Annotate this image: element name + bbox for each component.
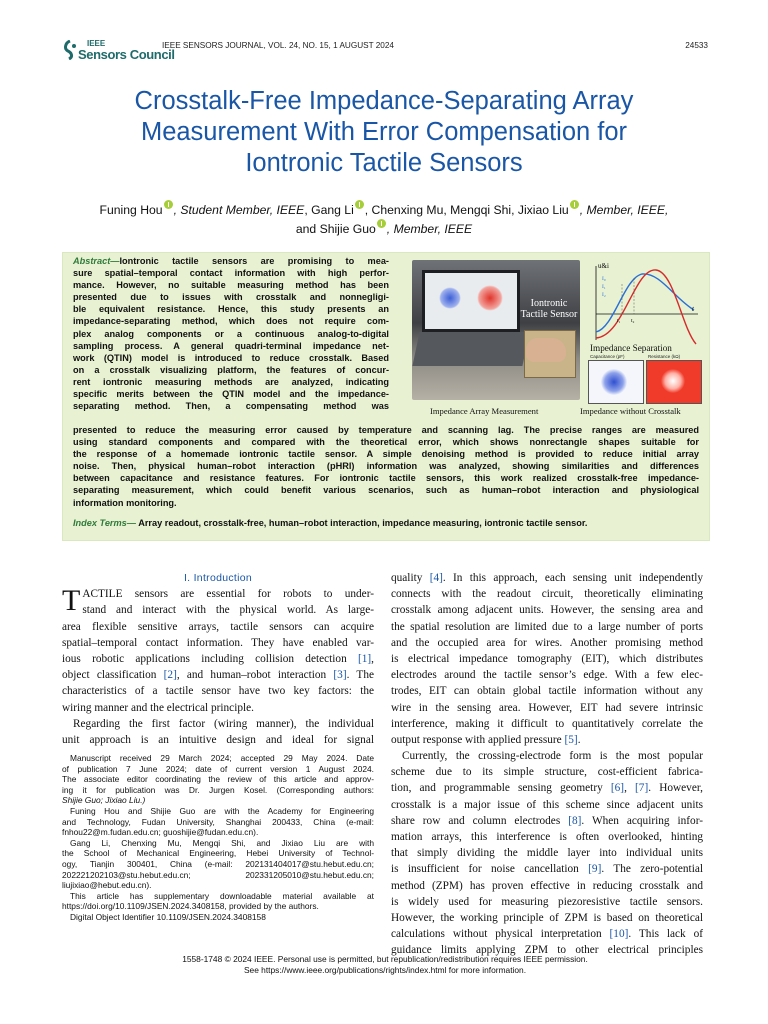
- body-line: Currently, the crossing-electrode form is the most popular: [402, 750, 703, 763]
- capacitance-blob: [439, 287, 461, 309]
- body-line: characteristics of a tactile sensor have two key factors: the: [62, 685, 374, 698]
- graph-i2-label: I₂: [602, 292, 606, 298]
- impedance-separation-graph: [584, 258, 704, 350]
- body-line: ACTILE sensors are essential for robots to under-: [82, 588, 374, 601]
- body-line: Regarding the first factor (wiring manner), the individual: [73, 717, 374, 730]
- body-line: wire in the sensing area. However, EIT had severe intrinsic: [391, 701, 703, 714]
- resistance-blob: [477, 285, 503, 311]
- measurement-setup-photo: [412, 260, 580, 400]
- abstract-line: sure spatial–temporal contact information with high perfor-: [73, 268, 389, 279]
- citation-link[interactable]: [10]: [609, 928, 629, 941]
- resistance-map-blob: [661, 369, 685, 393]
- body-line: mation arrays, this interference is often overlooked, hinting: [391, 831, 703, 843]
- body-line: crosstalk is a major issue of this scheme since adjacent units: [391, 798, 703, 811]
- ieee-sensors-council-logo: [62, 38, 175, 64]
- photo-label-line: Tactile Sensor: [520, 309, 578, 320]
- citation-link[interactable]: [2]: [163, 669, 177, 682]
- author-name: , Chenxing Mu, Mengqi Shi, Jixiao Liu: [364, 203, 569, 217]
- body-line: spatial–temporal contact information. They have enabled var-: [62, 636, 374, 649]
- abstract-text-narrow: [73, 255, 389, 412]
- body-line: crosstalk among adjacent units. However, the sensing area and: [391, 604, 703, 617]
- footnote-line: The associate editor coordinating the review of this article and approv-: [62, 774, 374, 785]
- abstract-line: the response of a homemade iontronic tactile sensor. A simple denoising method is provided to reduce initial array: [73, 449, 699, 460]
- copyright-footer: [62, 954, 708, 976]
- body-line: is widely used for measuring piezoresistive tactile sensors.: [391, 895, 703, 908]
- citation-link[interactable]: [7]: [635, 782, 649, 795]
- footnote-line: This article has supplementary downloadable material available at: [70, 890, 374, 901]
- body-line: stand and interact with the physical world. As large-: [82, 604, 374, 617]
- footnote-line: Manuscript received 29 March 2024; accepted 29 May 2024. Date: [70, 753, 374, 763]
- body-line: calculations without physical interpretation [10]. This lack of: [391, 928, 703, 941]
- abstract-dash: —: [110, 256, 120, 266]
- body-line: guidance limits applying ZPM to other electrical principles: [391, 944, 703, 957]
- left-column: [62, 570, 374, 748]
- index-terms-text: Array readout, crosstalk-free, human–robot interaction, impedance measuring, iontronic tactile sensor.: [135, 518, 588, 528]
- footnote-line: liujixiao@hebut.edu.cn).: [62, 880, 152, 891]
- footnote-line: ing it for publication was Dr. Jurgen Kosel. (Corresponding authors:: [62, 784, 374, 795]
- graphical-abstract-figure: [412, 256, 704, 420]
- figure-caption-right: Impedance without Crosstalk: [580, 406, 681, 416]
- citation-link[interactable]: [3]: [333, 669, 347, 682]
- abstract-line: work (QTIN) model is introduced to reduce crosstalk. Based: [73, 352, 389, 363]
- orcid-icon[interactable]: [377, 219, 386, 228]
- index-terms: [73, 518, 699, 528]
- abstract-line-text: Iontronic tactile sensors are promising to mea-: [119, 256, 389, 266]
- citation-link[interactable]: [9]: [588, 863, 602, 876]
- body-line: interference, making it difficult to quantitatively correlate the: [391, 717, 703, 730]
- author-role: , Student Member, IEEE: [173, 203, 305, 217]
- capacitance-map-blob: [601, 369, 627, 395]
- body-line: method (ZPM) has proven effective in reducing crosstalk and: [391, 879, 703, 892]
- body-line: the spatial resolution are limited due to a large number of ports: [391, 620, 703, 633]
- author-role: , Member, IEEE: [386, 222, 473, 236]
- author-line-2: [60, 219, 708, 238]
- orcid-icon[interactable]: [355, 200, 364, 209]
- body-line: However, the working principle of ZPM is based on theoretical: [391, 911, 703, 924]
- laptop-keyboard: [412, 332, 529, 366]
- abstract-line: presented due to issues with crosstalk and nonnegligi-: [73, 292, 389, 303]
- abstract-line: mance. However, no suitable measuring method has been: [73, 280, 389, 291]
- journal-citation: IEEE SENSORS JOURNAL, VOL. 24, NO. 15, 1 AUGUST 2024: [162, 41, 394, 50]
- graph-y-label: u&i: [598, 262, 609, 270]
- footnote-line: Funing Hou and Shijie Guo are with the Academy for Engineering: [70, 805, 374, 816]
- footer-line[interactable]: See https://www.ieee.org/publications/rights/index.html for more information.: [243, 965, 527, 975]
- abstract-label: Abstract: [73, 256, 111, 266]
- graph-t2-label: t₂: [631, 318, 635, 324]
- page-number: 24533: [685, 41, 708, 50]
- abstract-line: sampling process. A general quadri-terminal impedance net-: [73, 340, 389, 351]
- body-line: tion, and programmable sensing geometry [6], [7]. However,: [391, 782, 703, 795]
- footnote-line: Shijie Guo; Jixiao Liu.): [62, 795, 146, 806]
- figure-caption-left: Impedance Array Measurement: [430, 406, 539, 416]
- body-line: trodes, EIT can obtain global tactile information without any: [391, 685, 703, 698]
- citation-link[interactable]: [8]: [568, 814, 582, 827]
- abstract-line: on a crosstalk visualizing platform, the features of concur-: [73, 364, 389, 375]
- orcid-icon[interactable]: [570, 200, 579, 209]
- title-line: Measurement With Error Compensation for: [140, 118, 628, 146]
- title-line: Iontronic Tactile Sensors: [245, 149, 523, 177]
- abstract-line: separating method. Then, a compensating method was: [73, 401, 389, 412]
- author-role: , Member, IEEE,: [579, 203, 669, 217]
- body-line: and the occupied area for wires. Another promising method: [391, 636, 703, 649]
- abstract-line: separating measurement, which could benefit various scenarios, such as human–robot interaction and physiological: [73, 485, 699, 496]
- graph-caption: Impedance Separation: [590, 343, 672, 353]
- author-name: and Shijie Guo: [295, 222, 376, 236]
- photo-label: [514, 298, 580, 320]
- body-line: is insufficient for noise cancellation [9]. The zero-potential: [391, 863, 703, 876]
- author-name: , Gang Li: [304, 203, 354, 217]
- abstract-line: [73, 255, 389, 267]
- body-line: ious robotic applications including collision detection [1],: [62, 652, 374, 665]
- abstract-line: plex analog components or a continuous analog-to-digital: [73, 328, 389, 339]
- footnote-line: the School of Mechanical Engineering, Hebei University of Technol-: [62, 848, 374, 859]
- logo-sensors-council-text: Sensors Council: [78, 47, 175, 62]
- body-line: object classification [2], and human–robot interaction [3]. The: [62, 669, 374, 682]
- graph-i1-label: I₁: [602, 284, 606, 290]
- body-line: wiring manner and the electrical principle.: [62, 701, 254, 714]
- laptop-screen: [422, 270, 520, 332]
- logo-emblem-icon: [62, 40, 78, 60]
- author-name: Funing Hou: [99, 203, 163, 217]
- photo-label-line: Iontronic: [530, 298, 568, 309]
- footnotes: [62, 753, 374, 923]
- abstract-line: noise. Then, physical human–robot interaction (pHRI) information was analyzed, showing similarities and differences: [73, 461, 699, 472]
- right-column: [391, 570, 703, 959]
- footnote-line: fnhou22@m.fudan.edu.cn; guoshijie@fudan.edu.cn).: [62, 827, 259, 838]
- footnote-line: Digital Object Identifier 10.1109/JSEN.2024.3408158: [70, 911, 266, 922]
- abstract-line: ble equivalent resistance. Hence, this study presents an: [73, 304, 389, 315]
- body-line: electrodes around the tactile sensor’s edge. With a few elec-: [391, 669, 703, 682]
- drop-cap: T: [62, 584, 81, 618]
- body-line: quality [4]. In this approach, each sensing unit independently: [391, 572, 704, 584]
- page-header: [62, 38, 708, 64]
- author-line-1: [60, 200, 708, 219]
- graph-t1-label: t₁: [617, 318, 621, 324]
- voltage-curve: [596, 270, 696, 344]
- body-line: is electrical impedance tomography (EIT), which distributes: [391, 652, 703, 665]
- citation-link[interactable]: [4]: [429, 572, 443, 584]
- body-line: connects with the readout circuit, theoretically eliminating: [391, 588, 703, 601]
- body-line: share row and column electrodes [8]. When acquiring infor-: [391, 814, 703, 827]
- capacitance-map: [588, 360, 644, 404]
- resistance-map: [646, 360, 702, 404]
- footnote-line: of publication 7 June 2024; date of current version 1 August 2024.: [62, 763, 374, 774]
- abstract-line: using standard components and compared with the theoretical error, which shows nonrectangle shapes suitable for: [73, 437, 699, 448]
- body-line: area flexible sensitive arrays, tactile sensors can acquire: [62, 620, 374, 633]
- author-list: [60, 200, 708, 238]
- graph-t-label: t: [692, 305, 694, 313]
- abstract-line: between capacitance and resistance features. For iontronic tactile sensors, this work realized crosstalk-free impedance-: [73, 473, 699, 484]
- footnote-line: 202221202103@stu.hebut.edu.cn; 202331205010@stu.hebut.edu.cn;: [62, 869, 374, 880]
- body-line: output response with applied pressure [5].: [391, 733, 581, 746]
- capacitance-map-label: Capacitance (pF): [590, 354, 625, 359]
- footnote-line: ogy, Tianjin 300401, China (e-mail: 202131404017@stu.hebut.edu.cn;: [62, 858, 374, 869]
- abstract-line: specific merits between the QTIN model and the impedance-: [73, 389, 389, 400]
- abstract-text-wide: [73, 424, 699, 509]
- index-terms-dash: —: [126, 518, 136, 528]
- index-terms-label: Index Terms: [73, 518, 127, 528]
- section-heading: I. Introduction: [183, 572, 253, 584]
- hand-on-sensor: [526, 338, 566, 362]
- title-line: Crosstalk-Free Impedance-Separating Array: [134, 87, 634, 115]
- footer-line: 1558-1748 © 2024 IEEE. Personal use is permitted, but republication/redistribution requires IEEE permission.: [182, 954, 588, 964]
- body-line: unit approach is an intuitive design and ideal for signal: [62, 733, 374, 746]
- citation-link[interactable]: [1]: [357, 652, 372, 665]
- footnote-line: Gang Li, Chenxing Mu, Mengqi Shi, and Jixiao Liu are with: [70, 837, 374, 848]
- orcid-icon[interactable]: [164, 200, 173, 209]
- current-curve: [596, 274, 694, 332]
- paper-title: [60, 86, 708, 179]
- resistance-map-label: Resistance (kΩ): [648, 354, 681, 359]
- abstract-line: presented to reduce the measuring error caused by temperature and scanning lag. The precise ranges are measured: [73, 425, 699, 435]
- abstract-line: rent iontronic measuring methods are analyzed, indicating: [73, 376, 389, 387]
- abstract-line: information monitoring.: [73, 497, 177, 508]
- logo-ieee-text: IEEE: [87, 39, 106, 48]
- body-line: that simply dividing the middle layer into individual units: [391, 847, 703, 860]
- footnote-line[interactable]: https://doi.org/10.1109/JSEN.2024.3408158, provided by the authors.: [62, 901, 319, 912]
- citation-link[interactable]: [6]: [610, 782, 625, 795]
- abstract-line: impedance-separating method, which does not require com-: [73, 316, 389, 327]
- graph-i0-label: I₀: [602, 276, 606, 282]
- body-line: scheme due to its simple structure, cost-efficient fabrica-: [391, 766, 703, 779]
- footnote-line: and Technology, Fudan University, Shanghai 200433, China (e-mail:: [62, 816, 374, 827]
- citation-link[interactable]: [5]: [564, 733, 578, 746]
